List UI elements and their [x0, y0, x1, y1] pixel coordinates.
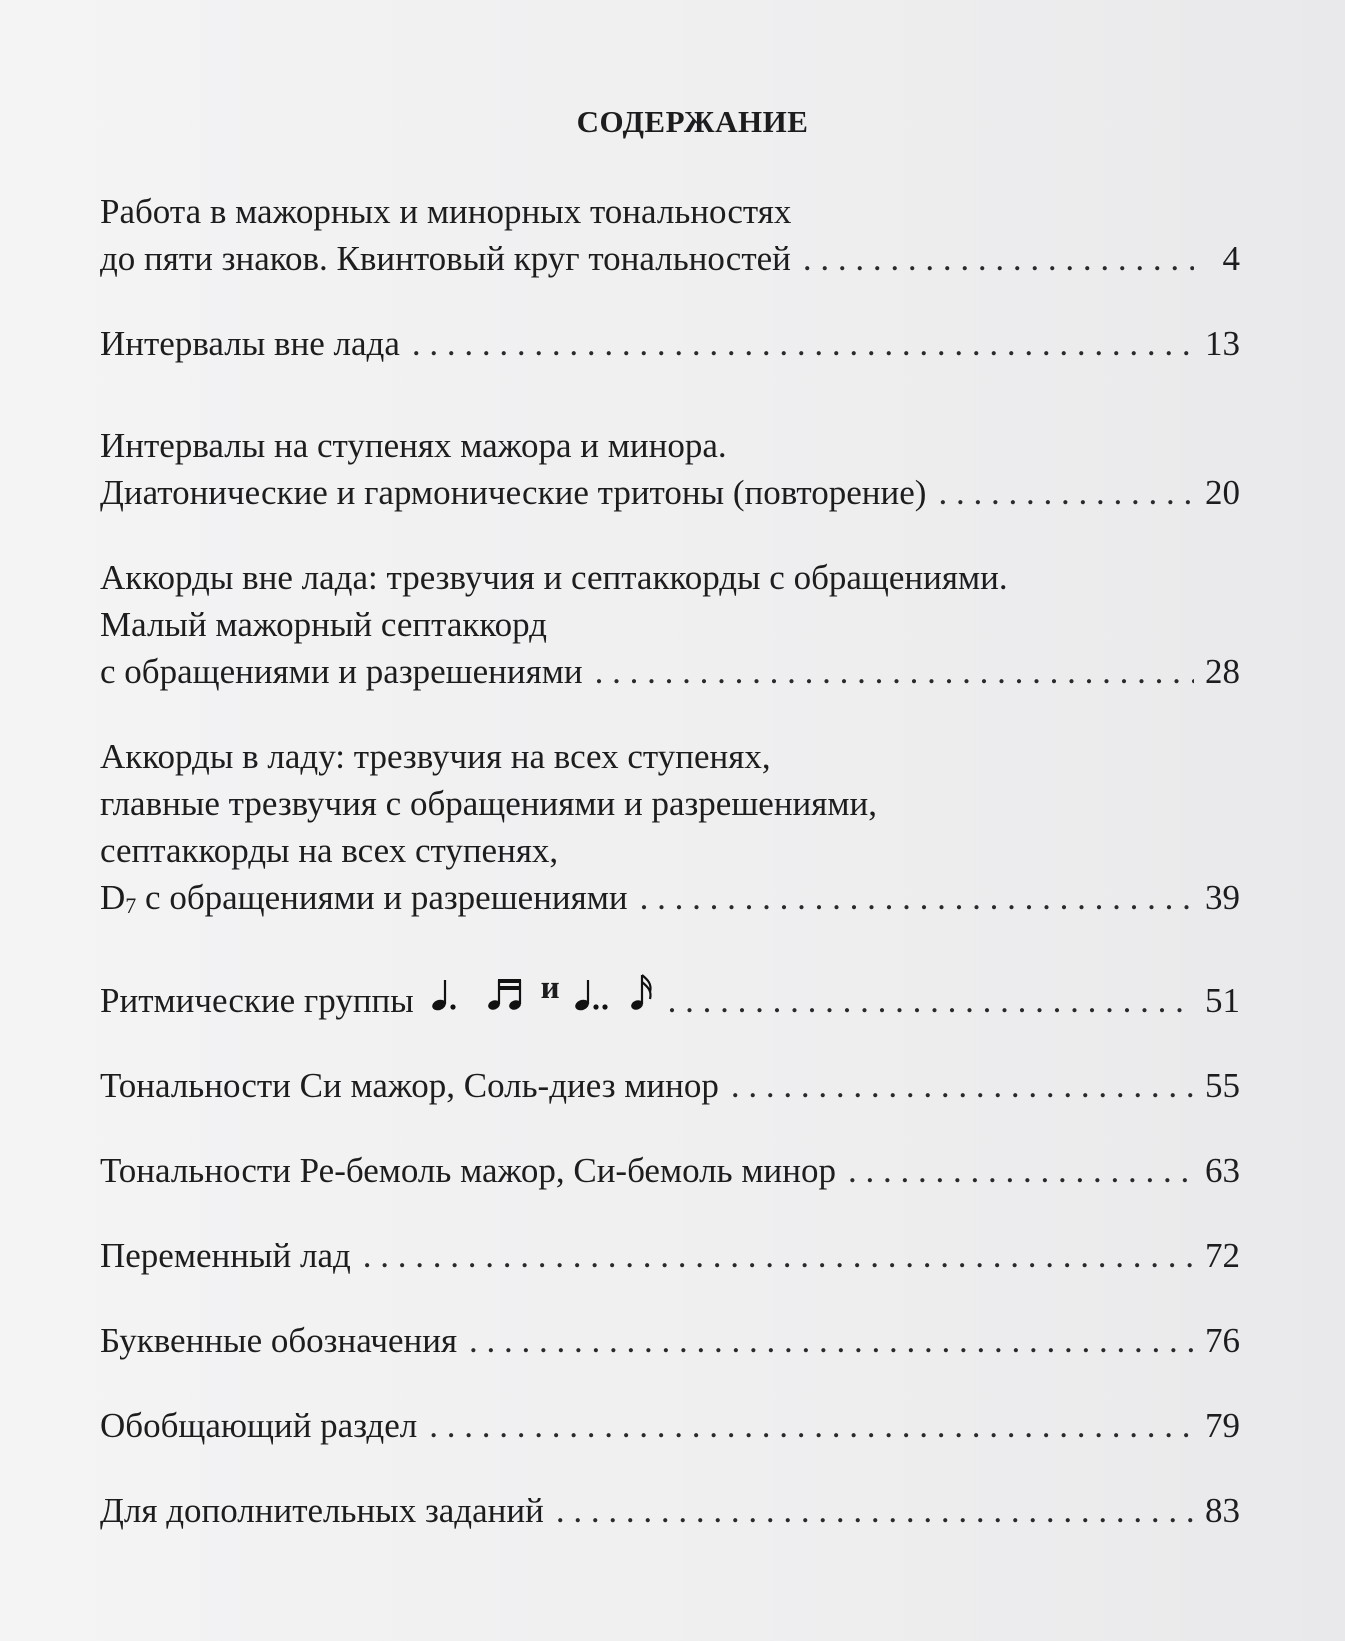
toc-entry-title: Тональности Си мажор, Соль-диез минор	[100, 1066, 719, 1105]
sixteenth-note-icon	[630, 972, 656, 1012]
toc-entry-6[interactable]	[100, 965, 1240, 1024]
dominant-symbol: D	[100, 878, 126, 917]
toc-entry-title: до пяти знаков. Квинтовый круг тональностей	[100, 239, 791, 278]
page-title: СОДЕРЖАНИЕ	[576, 104, 809, 139]
dot-leader	[848, 1147, 1194, 1194]
toc-entry-8[interactable]	[100, 1147, 1240, 1194]
toc-entry-title	[100, 874, 628, 929]
toc-entry-title-rest: с обращениями и разрешениями	[136, 878, 628, 917]
toc-entry-line: Интервалы на ступенях мажора и минора.	[100, 426, 727, 465]
dot-leader	[938, 469, 1194, 516]
toc-page-number: 76	[1205, 1321, 1240, 1360]
toc-entry-11[interactable]	[100, 1402, 1240, 1449]
dot-leader	[668, 977, 1194, 1024]
toc-entry-title: Интервалы вне лада	[100, 324, 400, 363]
toc-entry-12[interactable]	[100, 1487, 1240, 1534]
toc-entry-5[interactable]	[100, 733, 1240, 929]
dot-leader	[469, 1317, 1194, 1364]
toc-entry-line: Аккорды вне лада: трезвучия и септаккорды с обращениями.	[100, 558, 1008, 597]
toc-entry-line: септаккорды на всех ступенях,	[100, 831, 559, 870]
toc-entry-line: Аккорды в ладу: трезвучия на всех ступенях,	[100, 737, 771, 776]
dot-leader	[363, 1232, 1194, 1279]
toc-page-number: 13	[1205, 324, 1240, 363]
toc-page-number: 28	[1205, 652, 1240, 691]
toc-entry-3[interactable]	[100, 422, 1240, 516]
toc-page-number: 20	[1205, 473, 1240, 512]
toc-page-number: 4	[1222, 239, 1240, 278]
toc-entry-title: Тональности Ре-бемоль мажор, Си-бемоль минор	[100, 1151, 836, 1190]
rhythm-figures	[431, 965, 656, 1012]
toc-page-number: 79	[1205, 1406, 1240, 1445]
table-of-contents	[100, 188, 1240, 1534]
dot-leader	[412, 320, 1194, 367]
toc-entry-1[interactable]	[100, 188, 1240, 282]
toc-page-number: 83	[1205, 1491, 1240, 1530]
dot-leader	[803, 235, 1194, 282]
double-dotted-quarter-note-icon	[574, 976, 620, 1012]
toc-entry-title-wrap	[100, 965, 656, 1024]
toc-entry-title: Переменный лад	[100, 1236, 351, 1275]
dot-leader	[556, 1487, 1194, 1534]
toc-entry-line: Малый мажорный септаккорд	[100, 605, 547, 644]
toc-page-number: 63	[1205, 1151, 1240, 1190]
toc-entry-title: Для дополнительных заданий	[100, 1491, 544, 1530]
conjunction: и	[540, 970, 560, 1006]
toc-entry-9[interactable]	[100, 1232, 1240, 1279]
toc-entry-2[interactable]	[100, 320, 1240, 367]
dot-leader	[731, 1062, 1194, 1109]
dominant-index: 7	[125, 893, 137, 918]
toc-entry-4[interactable]	[100, 554, 1240, 695]
toc-page-number: 55	[1205, 1066, 1240, 1105]
toc-entry-line: Работа в мажорных и минорных тональностях	[100, 192, 792, 231]
toc-page-number: 72	[1205, 1236, 1240, 1275]
dot-leader	[595, 648, 1194, 695]
toc-page-number: 39	[1205, 878, 1240, 917]
toc-entry-title: Обобщающий раздел	[100, 1406, 418, 1445]
beamed-sixteenth-notes-icon	[487, 976, 527, 1012]
toc-entry-title: Буквенные обозначения	[100, 1321, 458, 1360]
toc-entry-7[interactable]	[100, 1062, 1240, 1109]
toc-entry-title: Ритмические группы	[100, 981, 414, 1020]
toc-page-number: 51	[1205, 981, 1240, 1020]
dot-leader	[429, 1402, 1194, 1449]
toc-entry-line: главные трезвучия с обращениями и разрешениями,	[100, 784, 878, 823]
toc-entry-title: Диатонические и гармонические тритоны (повторение)	[100, 473, 927, 512]
dot-leader	[640, 874, 1194, 921]
dotted-quarter-eighth-note-icon	[431, 976, 477, 1012]
toc-entry-10[interactable]	[100, 1317, 1240, 1364]
toc-entry-title: с обращениями и разрешениями	[100, 652, 583, 691]
